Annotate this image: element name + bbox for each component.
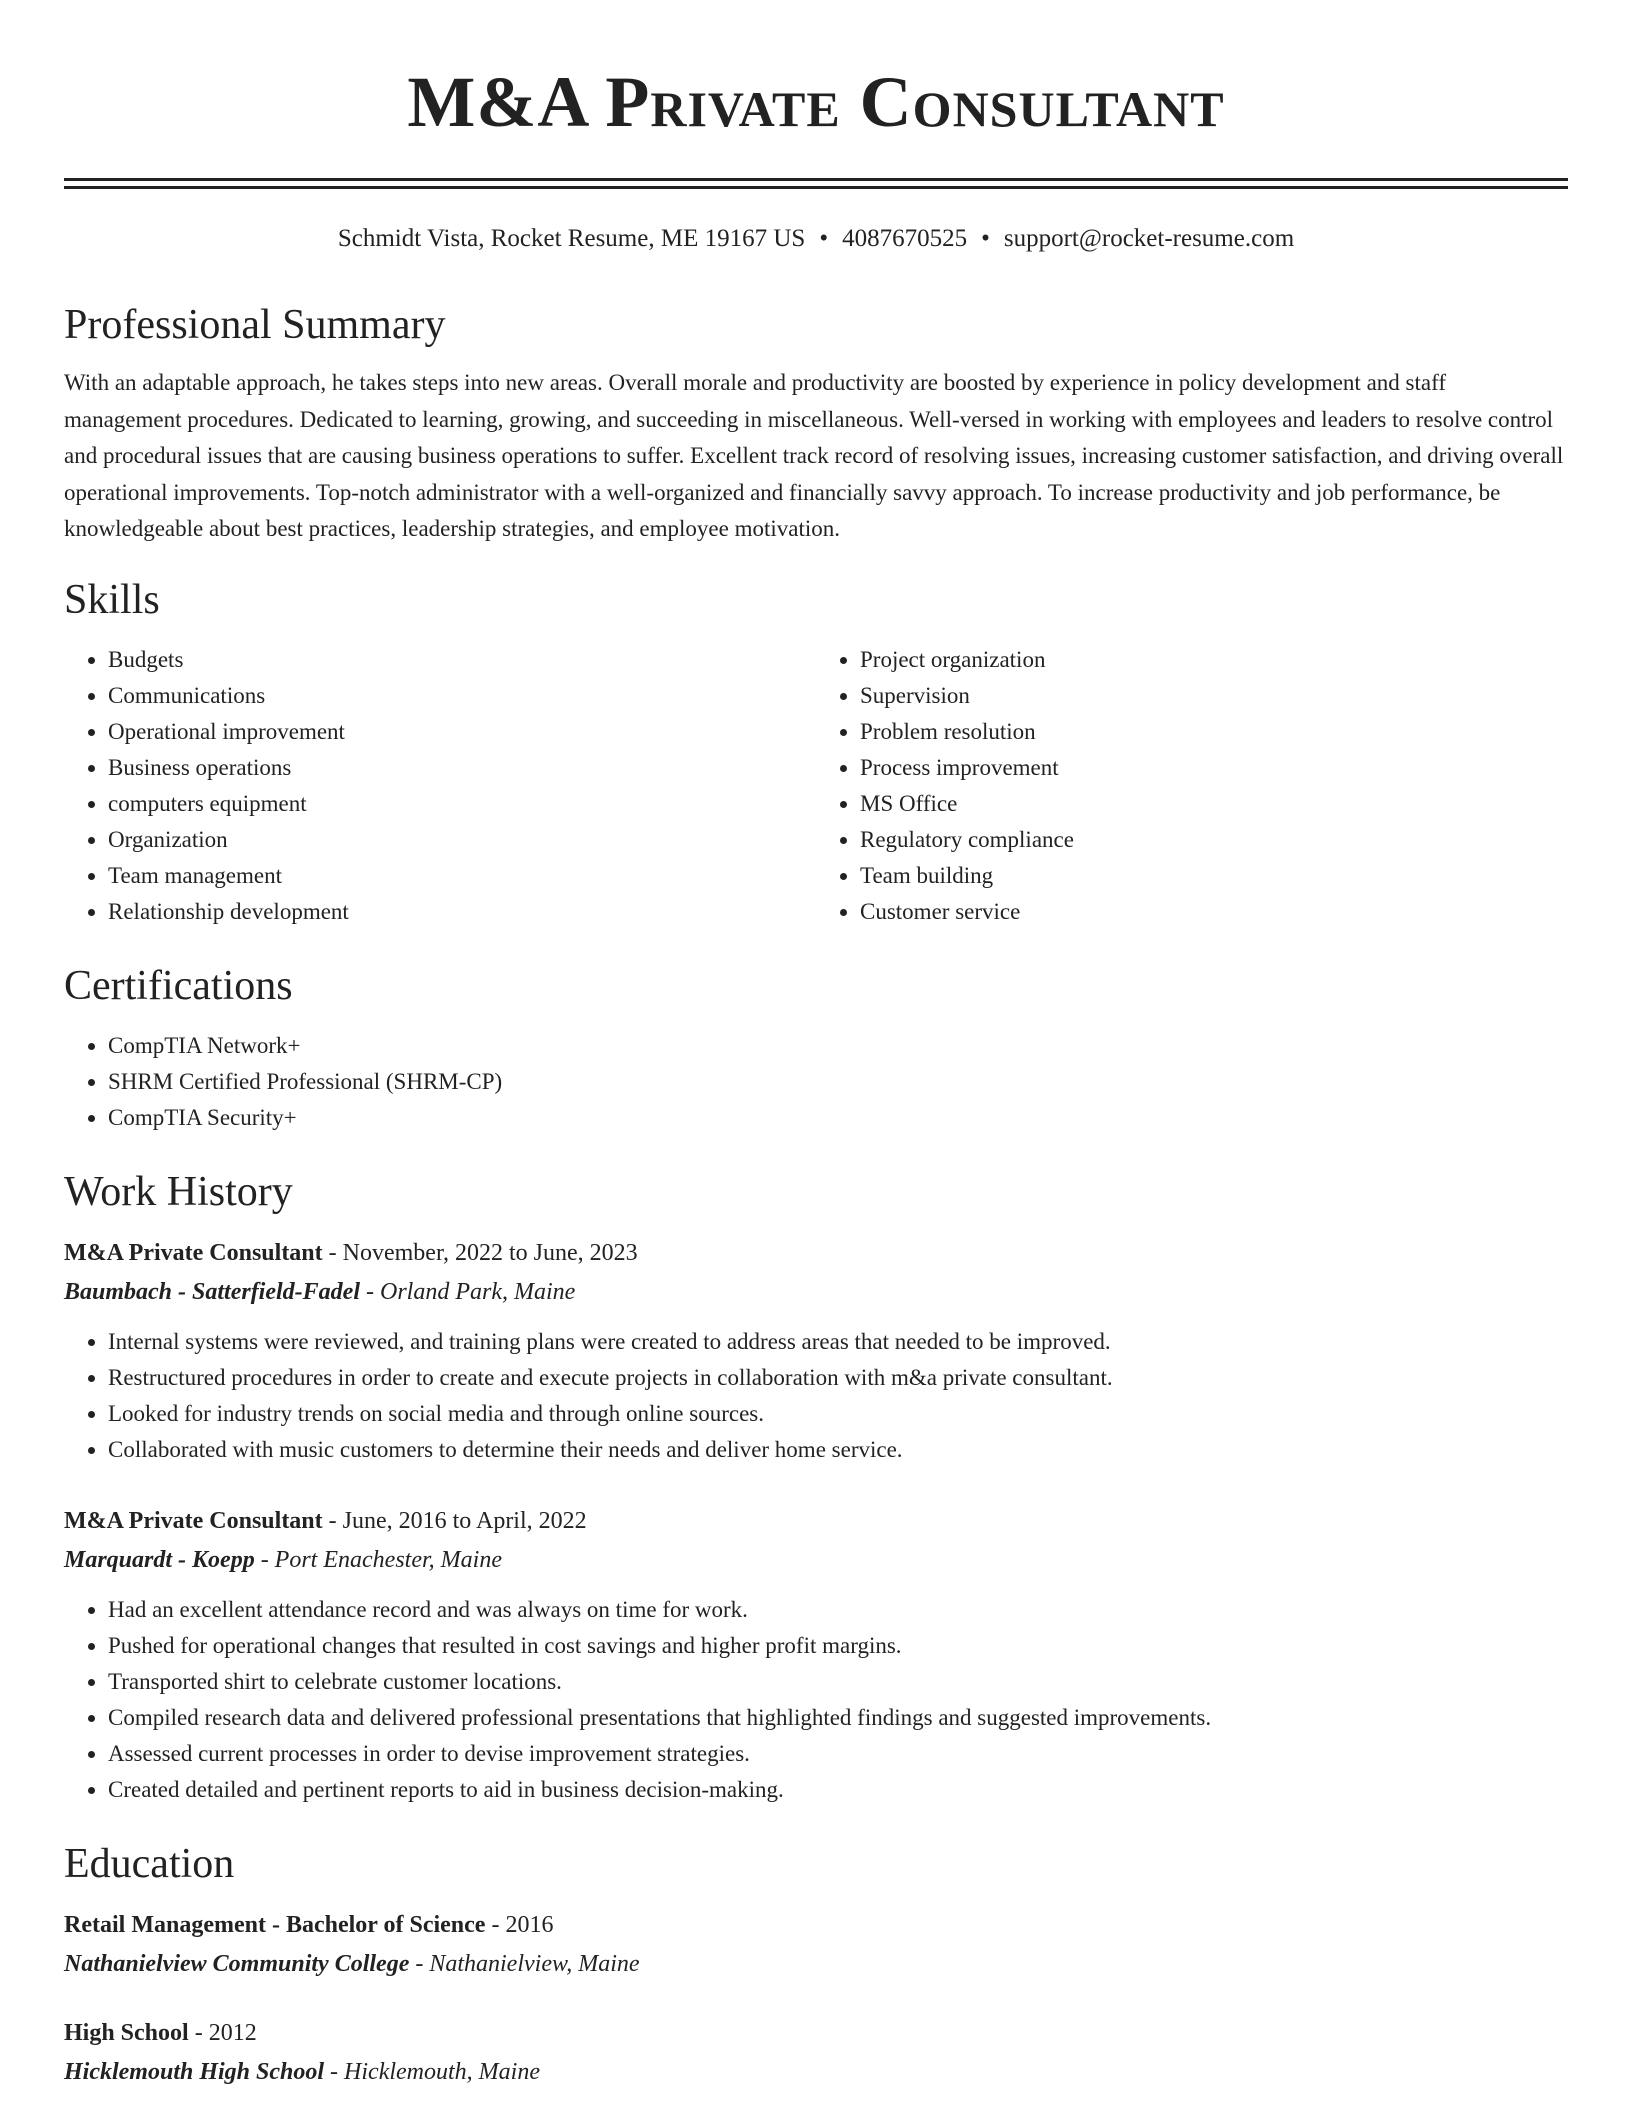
contact-separator: • bbox=[981, 225, 990, 252]
skills-heading: Skills bbox=[64, 576, 160, 623]
skill-item: • MS Office bbox=[860, 786, 1568, 822]
summary-text: With an adaptable approach, he takes steps into new areas. Overall morale and productivity are boosted by experience in policy development and staff management procedures. Dedicated to learning, growing, and succeeding in miscellaneous. Well-versed in working with employees and leaders to resolve control and procedural issues that are causing business operations to suffer. Excellent track record of resolving issues, increasing customer satisfaction, and driving overall operational improvements. Top-notch administrator with a well-organized and financially savvy approach. To increase productivity and job performance, be knowledgeable about best practices, leadership strategies, and employee motivation. bbox=[64, 370, 1564, 541]
skills-list-left bbox=[64, 642, 816, 930]
job-bullet: • Internal systems were reviewed, and training plans were created to address areas that needed to be improved. bbox=[108, 1324, 1568, 1360]
job-title: M&A Private Consultant bbox=[64, 1507, 323, 1534]
education-entry bbox=[64, 2014, 1568, 2092]
contact-phone: 4087670525 bbox=[842, 225, 968, 252]
education-degree-line bbox=[64, 2014, 1568, 2053]
certification-item: • CompTIA Network+ bbox=[108, 1028, 1568, 1064]
education-degree-line bbox=[64, 1906, 1568, 1945]
contact-address: Schmidt Vista, Rocket Resume, ME 19167 US bbox=[337, 225, 806, 252]
contact-separator: • bbox=[819, 225, 829, 252]
education-degree: High School bbox=[64, 2019, 189, 2046]
education-location: - Hicklemouth, Maine bbox=[324, 2058, 540, 2085]
contact-email: support@rocket-resume.com bbox=[1003, 225, 1295, 252]
job-dates: - November, 2022 to June, 2023 bbox=[322, 1239, 638, 1266]
job-entry bbox=[64, 1234, 1568, 1468]
education-school: Hicklemouth High School bbox=[64, 2058, 325, 2085]
skill-item: • Organization bbox=[108, 822, 816, 858]
job-title: M&A Private Consultant bbox=[64, 1239, 323, 1266]
education-school: Nathanielview Community College bbox=[64, 1950, 410, 1977]
job-entry bbox=[64, 1502, 1568, 1808]
certification-item: • CompTIA Security+ bbox=[108, 1100, 1568, 1136]
job-company-line bbox=[64, 1273, 1568, 1312]
job-title-line bbox=[64, 1502, 1568, 1541]
job-dates: - June, 2016 to April, 2022 bbox=[322, 1507, 587, 1534]
skill-item: • Team building bbox=[860, 858, 1568, 894]
skill-item: • Customer service bbox=[860, 894, 1568, 930]
education-school-line bbox=[64, 2053, 1568, 2092]
certifications-list bbox=[64, 1028, 1568, 1136]
job-location: - Port Enachester, Maine bbox=[254, 1546, 502, 1573]
contact-line bbox=[64, 223, 1568, 255]
job-bullet: • Assessed current processes in order to devise improvement strategies. bbox=[108, 1736, 1568, 1772]
resume-name: M&A Private Consultant bbox=[407, 62, 1225, 142]
skill-item: • Project organization bbox=[860, 642, 1568, 678]
job-bullet: • Restructured procedures in order to create and execute projects in collaboration with m&a private consultant. bbox=[108, 1360, 1568, 1396]
job-bullet: • Compiled research data and delivered professional presentations that highlighted findings and suggested improvements. bbox=[108, 1700, 1568, 1736]
skill-item: • Relationship development bbox=[108, 894, 816, 930]
header-double-rule bbox=[64, 178, 1568, 189]
certifications-heading: Certifications bbox=[64, 962, 293, 1009]
job-bullets bbox=[64, 1324, 1568, 1468]
certification-item: • SHRM Certified Professional (SHRM-CP) bbox=[108, 1064, 1568, 1100]
work-history-heading: Work History bbox=[64, 1168, 293, 1215]
skill-item: • Budgets bbox=[108, 642, 816, 678]
job-company: Marquardt - Koepp bbox=[64, 1546, 255, 1573]
job-title-line bbox=[64, 1234, 1568, 1273]
job-company-line bbox=[64, 1541, 1568, 1580]
education-year: - 2016 bbox=[485, 1911, 554, 1938]
summary-heading: Professional Summary bbox=[64, 302, 446, 348]
education-school-line bbox=[64, 1945, 1568, 1984]
skill-item: • Problem resolution bbox=[860, 714, 1568, 750]
job-bullet: • Had an excellent attendance record and was always on time for work. bbox=[108, 1592, 1568, 1628]
skills-grid bbox=[64, 642, 1568, 930]
job-company: Baumbach - Satterfield-Fadel bbox=[64, 1278, 360, 1305]
skill-item: • Business operations bbox=[108, 750, 816, 786]
skill-item: • Team management bbox=[108, 858, 816, 894]
skill-item: • computers equipment bbox=[108, 786, 816, 822]
job-location: - Orland Park, Maine bbox=[360, 1278, 576, 1305]
skills-list-right bbox=[816, 642, 1568, 930]
education-heading: Education bbox=[64, 1840, 235, 1887]
education-year: - 2012 bbox=[188, 2019, 257, 2046]
skill-item: • Operational improvement bbox=[108, 714, 816, 750]
job-bullet: • Transported shirt to celebrate customer locations. bbox=[108, 1664, 1568, 1700]
skill-item: • Regulatory compliance bbox=[860, 822, 1568, 858]
education-location: - Nathanielview, Maine bbox=[409, 1950, 640, 1977]
job-bullet: • Created detailed and pertinent reports to aid in business decision-making. bbox=[108, 1772, 1568, 1808]
skill-item: • Process improvement bbox=[860, 750, 1568, 786]
education-degree: Retail Management - Bachelor of Science bbox=[64, 1911, 486, 1938]
education-entry bbox=[64, 1906, 1568, 1984]
job-bullet: • Looked for industry trends on social media and through online sources. bbox=[108, 1396, 1568, 1432]
job-bullet: • Pushed for operational changes that resulted in cost savings and higher profit margins. bbox=[108, 1628, 1568, 1664]
job-bullet: • Collaborated with music customers to determine their needs and deliver home service. bbox=[108, 1432, 1568, 1468]
skill-item: • Communications bbox=[108, 678, 816, 714]
skill-item: • Supervision bbox=[860, 678, 1568, 714]
job-bullets bbox=[64, 1592, 1568, 1808]
